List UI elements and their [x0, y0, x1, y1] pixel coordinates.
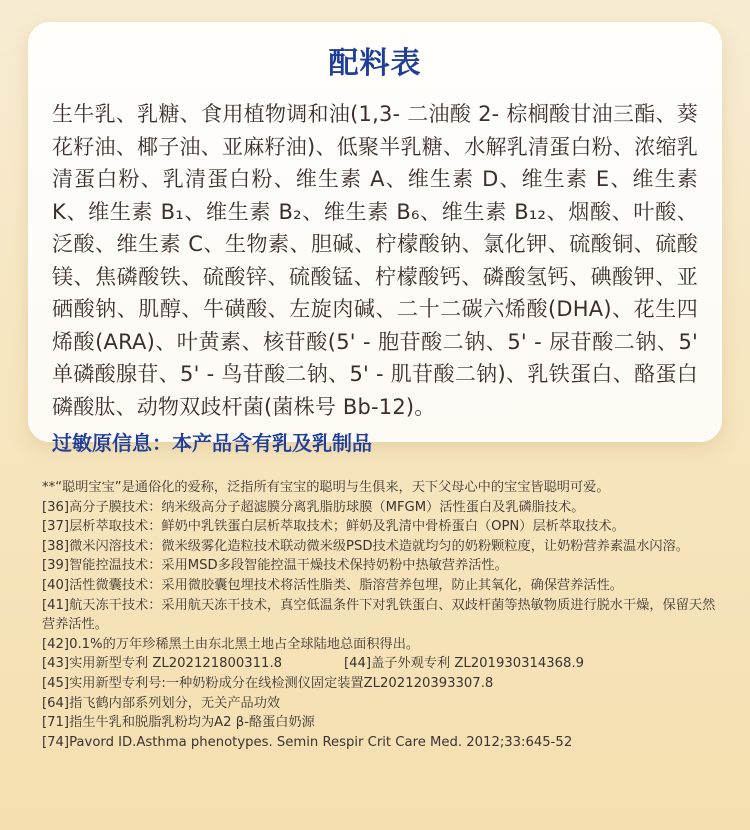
- footnote-44: [44]盖子外观专利 ZL201930314368.9: [344, 656, 585, 672]
- footnote-37: [37]层析萃取技术：鲜奶中乳铁蛋白层析萃取技术；鲜奶及乳清中骨桥蛋白（OPN）层析萃取技术。: [42, 519, 625, 535]
- footnote-45: [45]实用新型专利号:一种奶粉成分在线检测仪固定装置ZL202120393307.8: [42, 675, 494, 691]
- footnote-43: [43]实用新型专利 ZL202121800311.8: [42, 656, 283, 672]
- footnote-38: [38]微米闪溶技术：微米级雾化造粒技术联动微米级PSD技术造就均匀的奶粉颗粒度，让奶粉营养素温水闪溶。: [42, 538, 689, 554]
- footnotes: [42, 478, 718, 752]
- footnote-71: [71]指生牛乳和脱脂乳粉均为A2 β-酪蛋白奶源: [42, 715, 315, 731]
- page-title: 配料表: [328, 46, 422, 81]
- footnote-42: [42]0.1%的万年珍稀黑土由东北黑土地占全球陆地总面积得出。: [42, 636, 420, 652]
- footnote-64: [64]指飞鹤内部系列划分，无关产品功效: [42, 695, 281, 711]
- footnote-39: [39]智能控温技术：采用MSD多段智能控温干燥技术保持奶粉中热敏营养活性。: [42, 558, 508, 574]
- footnote-36: [36]高分子膜技术：纳米级高分子超滤膜分离乳脂肪球膜（MFGM）活性蛋白及乳磷脂技术。: [42, 499, 585, 515]
- ingredients-text: 生牛乳、乳糖、食用植物调和油(1,3- 二油酸 2- 棕榈酸甘油三酯、葵花籽油、椰子油、亚麻籽油)、低聚半乳糖、水解乳清蛋白粉、浓缩乳清蛋白粉、乳清蛋白粉、维生素 A、维生素 D、维生素 E、维生素 K、维生素 B₁、维生素 B₂、维生素 B₆、维生素 B₁₂、烟酸、叶酸、泛酸、维生素 C、生物素、胆碱、柠檬酸钠、氯化钾、硫酸铜、硫酸镁、焦磷酸铁、硫酸锌、硫酸锰、柠檬酸钙、磷酸氢钙、碘酸钾、亚硒酸钠、肌醇、牛磺酸、左旋肉碱、二十二碳六烯酸(DHA)、花生四烯酸(ARA)、叶黄素、核苷酸(5' - 胞苷酸二钠、5' - 尿苷酸二钠、5' 单磷酸腺苷、5' - 鸟苷酸二钠、5' - 肌苷酸二钠)、乳铁蛋白、酪蛋白磷酸肽、动物双歧杆菌(菌株号 Bb-12)。: [52, 102, 698, 419]
- footnote-74: [74]Pavord ID.Asthma phenotypes. Semin Respir Crit Care Med. 2012;33:645-52: [42, 734, 573, 750]
- footnote-41: [41]航天冻干技术：采用航天冻干技术，真空低温条件下对乳铁蛋白、双歧杆菌等热敏物质进行脱水干燥，保留天然营养活性。: [42, 597, 716, 633]
- footnote-40: [40]活性微囊技术：采用微胶囊包埋技术将活性脂类、脂溶营养包埋，防止其氧化，确保营养活性。: [42, 577, 623, 593]
- footnote-intro: **“聪明宝宝”是通俗化的爱称，泛指所有宝宝的聪明与生俱来，天下父母心中的宝宝皆聪明可爱。: [42, 480, 610, 495]
- ingredients-card: [28, 22, 722, 455]
- allergen-info: 过敏原信息：本产品含有乳及乳制品: [52, 431, 372, 455]
- footnote-row-43-44: [42, 654, 718, 674]
